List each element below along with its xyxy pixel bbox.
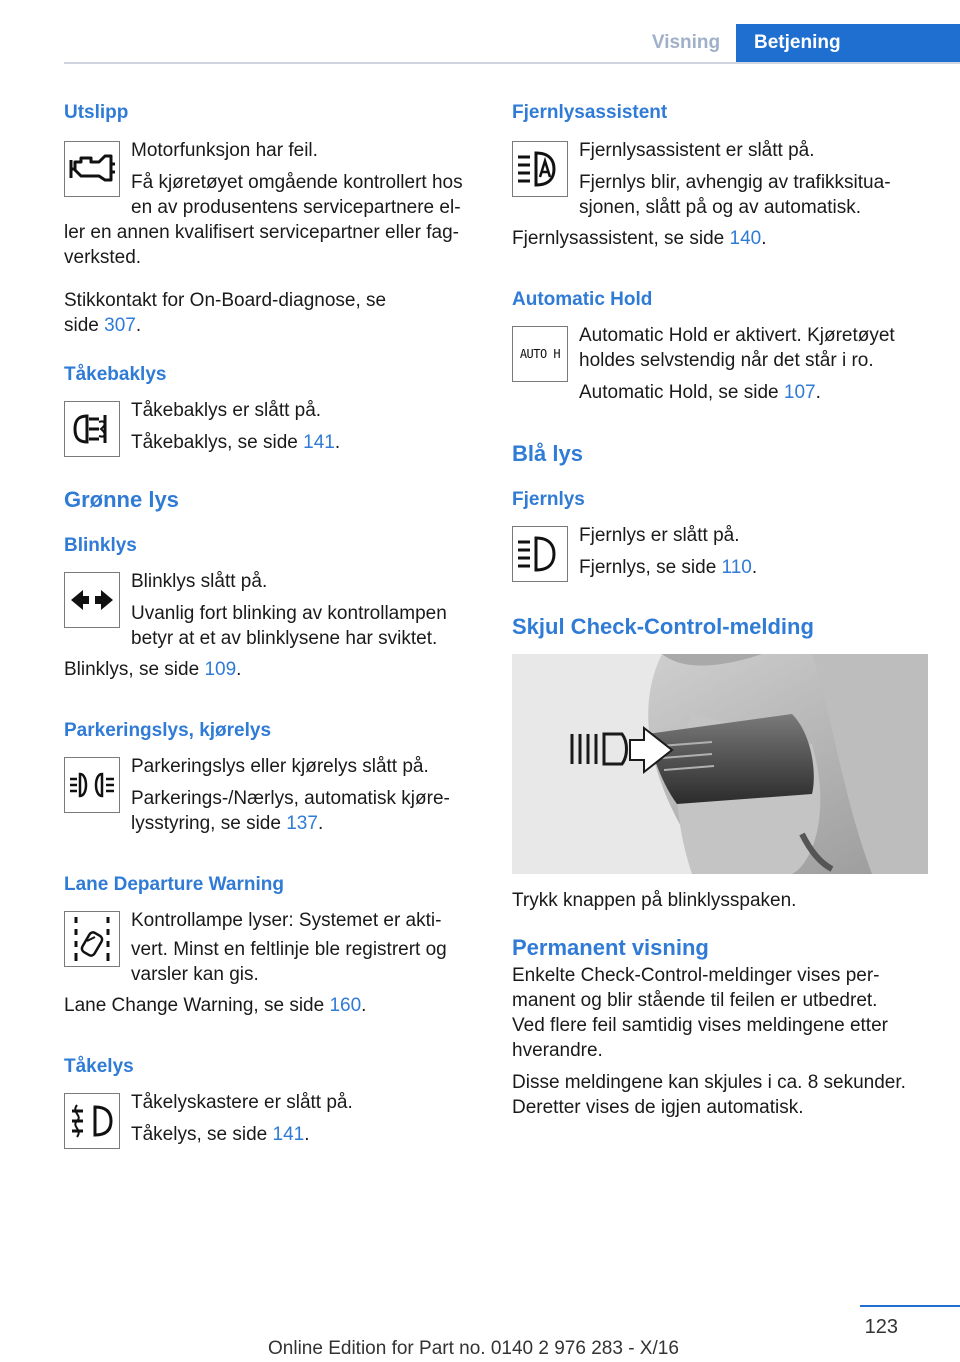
lane-end: . [361,995,367,1016]
blinklys-line3: betyr at et av blinklysene har sviktet. [131,628,438,649]
footer-rule [860,1305,960,1307]
section-fjernlys [512,487,928,582]
tab-betjening[interactable]: Betjening [736,24,960,62]
high-beam-assistant-icon [512,141,568,197]
lane-line1: Kontrollampe lyser: Systemet er akti- [131,910,442,931]
section-blinklys [64,533,480,682]
utslipp-line4: ler en annen kvalifisert servicepartner eller fag- [64,222,459,243]
link-page-141[interactable]: 141 [303,432,335,453]
blinklys-line2: Uvanlig fort blinking av kontrollampen [131,603,447,624]
fjernassist-line1: Fjernlysassistent er slått på. [579,140,815,161]
section-parkeringslys [64,718,480,836]
takelys-title: Tåkelys [64,1056,134,1077]
takelys-ref: Tåkelys, se side [131,1124,273,1145]
heading-bla-lys: Blå lys [512,441,583,466]
takebaklys-line1: Tåkebaklys er slått på. [131,400,322,421]
blinklys-ref: Blinklys, se side [64,659,205,680]
turn-signal-stalk-illustration [512,654,928,874]
link-page-107[interactable]: 107 [783,382,816,403]
stalk-caption: Trykk knappen på blinklysspaken. [512,890,797,911]
tab-visning[interactable]: Visning [651,32,721,53]
section-stikkontakt [64,288,480,338]
header-rule [64,62,960,64]
stikkontakt-line1: Stikkontakt for On-Board-diagnose, se [64,290,387,311]
utslipp-line5: verksted. [64,247,142,268]
lane-ref: Lane Change Warning, se side [64,995,330,1016]
permanent-title: Permanent visning [512,935,709,960]
stikkontakt-end: . [135,315,142,336]
section-automatic-hold [512,287,928,405]
fjernlys-title: Fjernlys [512,489,585,510]
permanent-p1-line3: Ved flere feil samtidig vises meldingene etter [512,1015,888,1036]
engine-icon [64,141,120,197]
blinklys-title: Blinklys [64,535,137,556]
fjernassist-ref: Fjernlysassistent, se side [512,228,730,249]
fjernassist-title: Fjernlysassistent [512,102,668,123]
stikkontakt-line2: side [64,315,105,336]
left-column [64,100,480,1149]
parking-light-icon [64,757,120,813]
section-permanent-visning [512,933,928,1120]
section-takebaklys [64,362,480,457]
turn-signal-icon [64,572,120,628]
link-page-110[interactable]: 110 [721,557,752,578]
permanent-p2-line2: Deretter vises de igjen automatisk. [512,1097,804,1118]
parkering-title: Parkeringslys, kjørelys [64,720,272,741]
parkering-end: . [317,813,324,834]
section-fjernlysassistent [512,100,928,251]
parkering-ref: lysstyring, se side [131,813,287,834]
right-column [512,100,928,1120]
autohold-line2: holdes selvstendig når det står i ro. [579,350,874,371]
heading-gronne-lys: Grønne lys [64,487,179,512]
takebaklys-end: . [334,432,341,453]
section-utslipp [64,100,480,270]
takebaklys-title: Tåkebaklys [64,364,167,385]
lane-departure-icon [64,911,120,967]
utslipp-line1: Motorfunksjon har feil. [131,140,318,161]
link-page-141-b[interactable]: 141 [272,1124,305,1145]
link-page-160[interactable]: 160 [329,995,362,1016]
autohold-title: Automatic Hold [512,289,653,310]
blinklys-line1: Blinklys slått på. [131,571,268,592]
fjernlys-end: . [751,557,758,578]
autohold-end: . [815,382,821,403]
takelys-line1: Tåkelyskastere er slått på. [131,1092,353,1113]
fjernassist-line2: Fjernlys blir, avhengig av trafikksitua- [579,172,891,193]
utslipp-title: Utslipp [64,102,129,123]
blinklys-end: . [236,659,242,680]
edition-line: Online Edition for Part no. 0140 2 976 283 - X/16 [268,1338,679,1359]
stalk-photo [512,654,928,874]
lane-title: Lane Departure Warning [64,874,284,895]
takelys-end: . [304,1124,310,1145]
fjernlys-ref: Fjernlys, se side [579,557,722,578]
permanent-p1-line4: hverandre. [512,1040,603,1061]
fjernassist-line3: sjonen, slått på og av automatisk. [579,197,861,218]
link-page-307[interactable]: 307 [104,315,136,336]
link-page-109[interactable]: 109 [204,659,237,680]
page-number: 123 [864,1316,898,1338]
section-lane-departure [64,872,480,1018]
link-page-140[interactable]: 140 [729,228,762,249]
parkering-line1: Parkeringslys eller kjørelys slått på. [131,756,429,777]
parkering-line2: Parkerings-/Nærlys, automatisk kjøre- [131,788,450,809]
fjernlys-line1: Fjernlys er slått på. [579,525,740,546]
auto-hold-icon-label: AUTO H [519,347,561,361]
fjernassist-end: . [761,228,767,249]
rear-fog-light-icon [64,401,120,457]
utslipp-line2: Få kjøretøyet omgående kontrollert hos [131,172,463,193]
permanent-p1-line2: manent og blir stående til feilen er utbedret. [512,990,878,1011]
autohold-line1: Automatic Hold er aktivert. Kjøretøyet [579,325,895,346]
front-fog-light-icon [64,1093,120,1149]
permanent-p1-line1: Enkelte Check-Control-meldinger vises per- [512,965,880,986]
section-takelys [64,1054,480,1149]
takebaklys-ref: Tåkebaklys, se side [131,432,304,453]
lane-line3: varsler kan gis. [131,964,259,985]
link-page-137[interactable]: 137 [286,813,318,834]
utslipp-line3: en av produsentens servicepartnere el- [131,197,461,218]
lane-line2: vert. Minst en feltlinje ble registrert og [131,939,447,960]
permanent-p2-line1: Disse meldingene kan skjules i ca. 8 sekunder. [512,1072,906,1093]
high-beam-icon [512,526,568,582]
autohold-ref: Automatic Hold, se side [579,382,784,403]
heading-skjul-check-control: Skjul Check-Control-melding [512,614,814,639]
auto-hold-icon [512,326,568,382]
